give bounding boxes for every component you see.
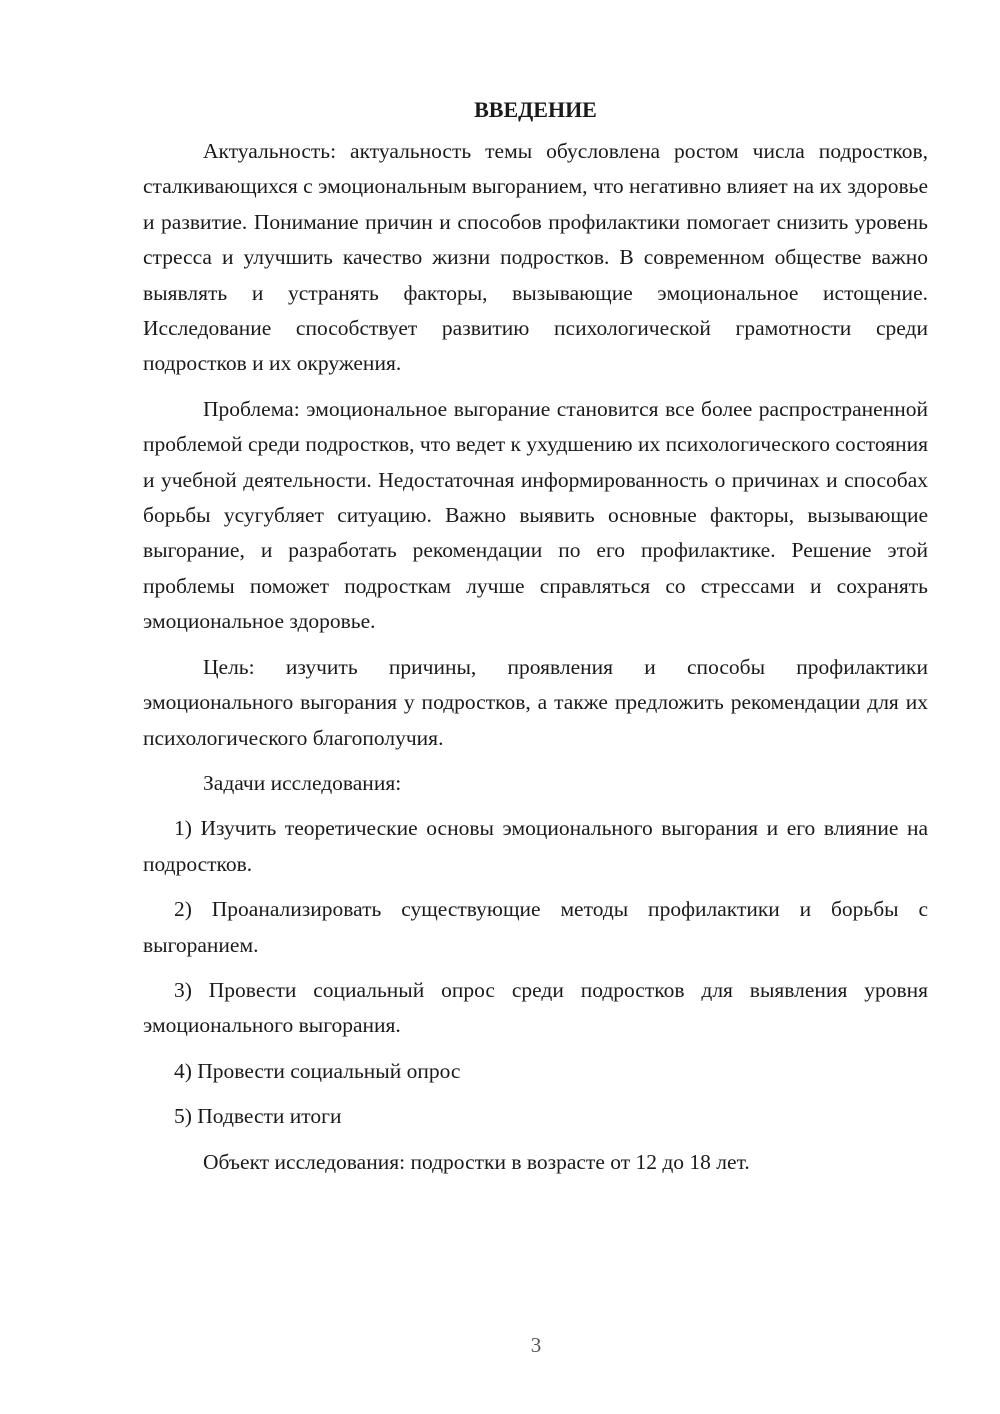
task-item-4: 4) Провести социальный опрос	[174, 1058, 461, 1083]
research-object: Объект исследования: подростки в возрасте от 12 до 18 лет.	[203, 1149, 750, 1174]
page-title: ВВЕДЕНИЕ	[474, 97, 597, 122]
tasks-title: Задачи исследования:	[203, 770, 402, 795]
task-item-2: 2) Проанализировать существующие методы профилактики и борьбы с выгоранием.	[143, 897, 928, 957]
task-item-5: 5) Подвести итоги	[174, 1104, 342, 1129]
paragraph-relevance: Актуальность: актуальность темы обусловлена ростом числа подростков, сталкивающихся с эмоциональным выгоранием, что негативно влияет на их здоровье и развитие. Понимание причин и способов профилактики помогает снизить уровень стресса и улучшить качество жизни подростков. В современном обществе важно выявлять и устранять факторы, вызывающие эмоциональное истощение. Исследование способствует развитию психологической грамотности среди подростков и их окружения.	[143, 139, 928, 376]
task-item-1: 1) Изучить теоретические основы эмоционального выгорания и его влияние на подростков.	[143, 816, 928, 876]
page-number: 3	[530, 1333, 542, 1357]
paragraph-problem: Проблема: эмоциональное выгорание становится все более распространенной проблемой среди подростков, что ведет к ухудшению их психологического состояния и учебной деятельности. Недостаточная информированность о причинах и способах борьбы усугубляет ситуацию. Важно выявить основные факторы, вызывающие выгорание, и разработать рекомендации по его профилактике. Решение этой проблемы поможет подросткам лучше справляться со стрессами и сохранять эмоциональное здоровье.	[143, 396, 928, 634]
paragraph-goal: Цель: изучить причины, проявления и способы профилактики эмоционального выгорания у подростков, а также предложить рекомендации для их психологического благополучия.	[143, 654, 928, 750]
page-content	[143, 96, 928, 1180]
task-item-3: 3) Провести социальный опрос среди подростков для выявления уровня эмоционального выгорания.	[143, 977, 928, 1038]
